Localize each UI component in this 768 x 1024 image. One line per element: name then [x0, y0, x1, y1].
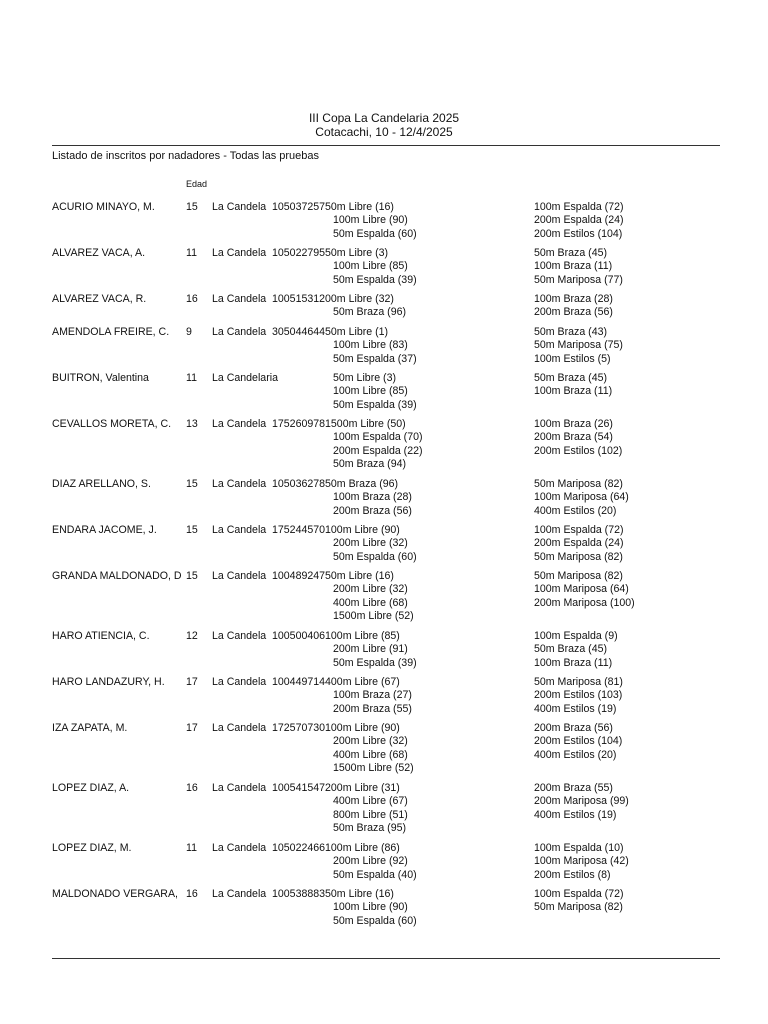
- swimmer-club: La Candela: [212, 782, 267, 794]
- swimmer-club: La Candela: [212, 418, 267, 430]
- event-entry: 100m Libre (90): [333, 901, 408, 914]
- event-entry: 50m Espalda (40): [333, 868, 417, 881]
- swimmer-id-first-event: 105022466100m Libre (86): [272, 842, 400, 854]
- event-entry: 400m Estilos (19): [534, 808, 617, 821]
- event-entry: 800m Libre (51): [333, 808, 408, 821]
- event-entry: 50m Braza (45): [534, 372, 608, 384]
- event-entry: 200m Espalda (22): [333, 444, 423, 457]
- event-entry: 200m Braza (56): [534, 722, 613, 734]
- swimmer-id-first-event: 172570730100m Libre (90): [272, 722, 400, 734]
- swimmer-id-first-event: 10051531200m Libre (32): [272, 293, 394, 305]
- event-entry: 400m Libre (68): [333, 596, 408, 609]
- swimmer-club: La Candela: [212, 326, 267, 338]
- event-entry: 100m Libre (83): [333, 339, 408, 352]
- event-entry: 200m Espalda (24): [534, 214, 624, 227]
- swimmer-id-first-event: 175244570100m Libre (90): [272, 524, 400, 536]
- meet-title: III Copa La Candelaria 2025: [308, 111, 460, 125]
- swimmer-age: 16: [186, 293, 198, 305]
- swimmer-age: 11: [186, 842, 197, 854]
- swimmer-id-first-event: 10503627850m Braza (96): [272, 478, 399, 490]
- swimmer-name: LOPEZ DIAZ, M.: [52, 842, 132, 854]
- event-entry: 100m Libre (85): [333, 260, 408, 273]
- swimmer-id-first-event: 10502279550m Libre (3): [272, 247, 389, 259]
- swimmer-age: 9: [186, 326, 192, 338]
- swimmer-id-first-event: 100541547200m Libre (31): [272, 782, 400, 794]
- event-entry: 100m Braza (28): [333, 491, 412, 504]
- swimmer-id-first-event: 100500406100m Libre (85): [272, 630, 400, 642]
- event-entry: 50m Braza (96): [333, 306, 407, 319]
- event-entry: 100m Espalda (72): [534, 888, 624, 900]
- swimmer-name: IZA ZAPATA, M.: [52, 722, 128, 734]
- swimmer-club: La Candela: [212, 478, 267, 490]
- event-entry: 50m Espalda (39): [333, 398, 417, 411]
- age-column-header: Edad: [186, 179, 208, 189]
- event-entry: 100m Espalda (10): [534, 842, 624, 854]
- event-entry: 200m Estilos (104): [534, 227, 623, 240]
- swimmer-name: LOPEZ DIAZ, A.: [52, 782, 130, 794]
- meet-location-dates: Cotacachi, 10 - 12/4/2025: [315, 125, 453, 139]
- swimmer-age: 16: [186, 782, 198, 794]
- event-entry: 50m Braza (95): [333, 821, 407, 834]
- swimmer-name: DIAZ ARELLANO, S.: [52, 478, 151, 490]
- swimmer-club: La Candela: [212, 676, 267, 688]
- swimmer-age: 15: [186, 201, 198, 213]
- event-entry: 50m Mariposa (77): [534, 273, 623, 286]
- swimmer-age: 17: [186, 722, 198, 734]
- event-entry: 400m Libre (68): [333, 748, 408, 761]
- event-entry: 200m Libre (92): [333, 855, 408, 868]
- event-entry: 50m Espalda (39): [333, 656, 417, 669]
- swimmer-club: La Candela: [212, 247, 267, 259]
- event-entry: 200m Braza (55): [534, 782, 613, 794]
- top-divider: [52, 145, 720, 146]
- swimmer-age: 11: [186, 247, 197, 259]
- event-entry: 200m Estilos (102): [534, 444, 623, 457]
- event-entry: 100m Mariposa (42): [534, 855, 629, 868]
- swimmer-club: La Candela: [212, 524, 267, 536]
- swimmer-age: 17: [186, 676, 198, 688]
- event-entry: 200m Estilos (8): [534, 868, 611, 881]
- event-entry: 200m Estilos (104): [534, 735, 623, 748]
- swimmer-name: HARO ATIENCIA, C.: [52, 630, 150, 642]
- swimmer-name: BUITRON, Valentina: [52, 372, 149, 384]
- swimmer-name: ALVAREZ VACA, R.: [52, 293, 147, 305]
- event-entry: 200m Mariposa (99): [534, 795, 629, 808]
- event-entry: 100m Espalda (9): [534, 630, 618, 642]
- event-entry: 1500m Libre (52): [333, 761, 414, 774]
- swimmer-age: 11: [186, 372, 197, 384]
- event-entry: 100m Estilos (5): [534, 352, 611, 365]
- swimmer-name: ACURIO MINAYO, M.: [52, 201, 155, 213]
- event-entry: 100m Espalda (72): [534, 524, 624, 536]
- event-entry: 50m Mariposa (75): [534, 339, 623, 352]
- event-entry: 200m Braza (55): [333, 702, 412, 715]
- event-entry: 1500m Libre (52): [333, 609, 414, 622]
- event-entry: 200m Espalda (24): [534, 537, 624, 550]
- event-entry: 50m Braza (43): [534, 326, 608, 338]
- swimmer-name: AMENDOLA FREIRE, C.: [52, 326, 170, 338]
- event-entry: 200m Libre (32): [333, 735, 408, 748]
- event-entry: 50m Espalda (39): [333, 273, 417, 286]
- swimmer-age: 15: [186, 478, 198, 490]
- event-entry: 50m Espalda (37): [333, 352, 417, 365]
- event-entry: 50m Mariposa (82): [534, 478, 623, 490]
- event-entry: 200m Braza (54): [534, 431, 613, 444]
- event-entry: 100m Braza (28): [534, 293, 613, 305]
- swimmer-name: CEVALLOS MORETA, C.: [52, 418, 172, 430]
- swimmer-id-first-event: 30504464450m Libre (1): [272, 326, 389, 338]
- event-entry: 50m Braza (45): [534, 643, 608, 656]
- swimmer-age: 15: [186, 570, 198, 582]
- event-entry: 50m Espalda (60): [333, 227, 417, 240]
- swimmer-name: GRANDA MALDONADO, D: [52, 570, 182, 582]
- event-entry: 50m Espalda (60): [333, 914, 417, 927]
- event-entry: 50m Mariposa (81): [534, 676, 623, 688]
- event-entry: 100m Braza (11): [534, 385, 613, 398]
- event-entry: 400m Estilos (20): [534, 504, 617, 517]
- swimmer-id-first-event: 10053888350m Libre (16): [272, 888, 394, 900]
- swimmer-id-first-event: 10503725750m Libre (16): [272, 201, 394, 213]
- swimmer-id-first-event: 100449714400m Libre (67): [272, 676, 400, 688]
- event-entry: 100m Braza (11): [534, 260, 613, 273]
- event-entry: 100m Braza (26): [534, 418, 613, 430]
- event-entry: 200m Libre (32): [333, 537, 408, 550]
- event-entry: 100m Espalda (72): [534, 201, 624, 213]
- swimmer-club: La Candela: [212, 630, 267, 642]
- event-entry: 50m Libre (3): [333, 372, 396, 384]
- event-entry: 50m Mariposa (82): [534, 550, 623, 563]
- event-entry: 50m Braza (94): [333, 457, 407, 470]
- swimmer-name: HARO LANDAZURY, H.: [52, 676, 165, 688]
- swimmer-age: 15: [186, 524, 198, 536]
- swimmer-club: La Candela: [212, 570, 267, 582]
- swimmer-club: La Candelaria: [212, 372, 278, 384]
- swimmer-id-first-event: 10048924750m Libre (16): [272, 570, 394, 582]
- event-entry: 100m Braza (11): [534, 656, 613, 669]
- event-entry: 50m Espalda (60): [333, 550, 417, 563]
- event-entry: 100m Libre (85): [333, 385, 408, 398]
- swimmer-club: La Candela: [212, 201, 267, 213]
- swimmer-age: 16: [186, 888, 198, 900]
- swimmer-club: La Candela: [212, 842, 267, 854]
- event-entry: 50m Braza (45): [534, 247, 608, 259]
- event-entry: 200m Braza (56): [333, 504, 412, 517]
- event-entry: 100m Libre (90): [333, 214, 408, 227]
- event-entry: 100m Mariposa (64): [534, 491, 629, 504]
- event-entry: 400m Estilos (19): [534, 702, 617, 715]
- swimmer-id-first-event: 1752609781500m Libre (50): [272, 418, 406, 430]
- swimmer-club: La Candela: [212, 293, 267, 305]
- event-entry: 100m Espalda (70): [333, 431, 423, 444]
- swimmer-name: ALVAREZ VACA, A.: [52, 247, 146, 259]
- swimmer-age: 12: [186, 630, 198, 642]
- event-entry: 100m Braza (27): [333, 689, 412, 702]
- swimmer-club: La Candela: [212, 722, 267, 734]
- event-entry: 400m Libre (67): [333, 795, 408, 808]
- event-entry: 100m Mariposa (64): [534, 583, 629, 596]
- event-entry: 200m Braza (56): [534, 306, 613, 319]
- swimmer-name: ENDARA JACOME, J.: [52, 524, 157, 536]
- event-entry: 50m Mariposa (82): [534, 901, 623, 914]
- event-entry: 200m Mariposa (100): [534, 596, 635, 609]
- event-entry: 400m Estilos (20): [534, 748, 617, 761]
- bottom-divider: [52, 958, 720, 959]
- swimmer-club: La Candela: [212, 888, 267, 900]
- swimmer-name: MALDONADO VERGARA,: [52, 888, 178, 900]
- event-entry: 200m Libre (32): [333, 583, 408, 596]
- event-entry: 50m Mariposa (82): [534, 570, 623, 582]
- event-entry: 200m Libre (91): [333, 643, 408, 656]
- report-title: Listado de inscritos por nadadores - Todas las pruebas: [52, 150, 320, 162]
- event-entry: 200m Estilos (103): [534, 689, 623, 702]
- swimmer-age: 13: [186, 418, 198, 430]
